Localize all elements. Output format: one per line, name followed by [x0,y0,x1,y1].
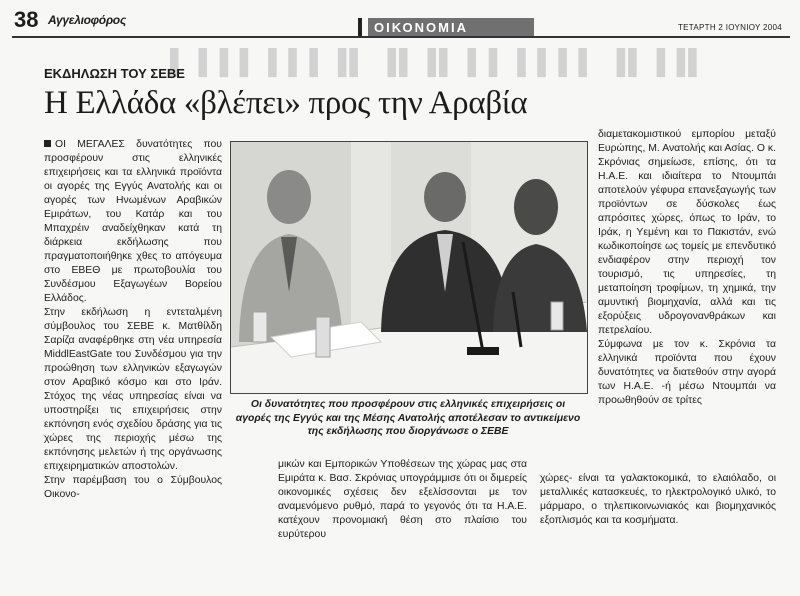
paragraph: ΟΙ ΜΕΓΑΛΕΣ δυνατότητες που προσφέρουν στις ελληνικές επιχειρήσεις και τα ελληνικά προϊόντα οι αγορές της Εγγύς Ανατολής και οι αγορές των Ηνωμένων Αραβικών Εμιράτων, του Κατάρ και του Μπαχρέιν αναδείχθηκαν κατά τη διάρκεια εκδήλωσης που πραγματοποιήθηκε χθες το απόγευμα στο ΕΒΕΘ με πρωτοβουλία του Συνδέσμου Εξαγωγέων Βορείου Ελλάδος. [44,139,222,304]
article-headline: Η Ελλάδα «βλέπει» προς την Αραβία [44,85,528,121]
section-marker [358,18,362,38]
photo-caption: Οι δυνατότητες που προσφέρουν στις ελληνικές επιχειρήσεις οι αγορές της Εγγύς και της Μέσης Ανατολής αποτέλεσαν το αντικείμενο της εκδήλωσης που διοργάνωσε ο ΣΕΒΕ [235,399,581,437]
header-rule [12,36,790,38]
bullet-square-icon [44,140,51,147]
newspaper-name: Αγγελιοφόρος [48,13,126,27]
article-column-2 [278,458,527,542]
issue-date: ΤΕΤΑΡΤΗ 2 ΙΟΥΝΙΟΥ 2004 [677,23,782,32]
press-conference-photo-illustration [231,142,587,393]
paragraph: Στην παρέμβαση του ο Σύμβουλος Οικονο- [44,475,222,500]
page-number: 38 [14,7,39,32]
section-label: ΟΙΚΟΝΟΜΙΑ [368,18,534,37]
article-kicker: ΕΚΔΗΛΩΣΗ ΤΟΥ ΣΕΒΕ [44,66,185,81]
show-through-ghost: ▌▐ ▌▌▐▐ ▌▐▌ ▐▌▐▌▐ ▌▐▐ ▌▌ ▐▌▐▐▌ [170,49,709,76]
paragraph: χώρες- είναι τα γαλακτοκομικά, το ελαιόλαδο, οι μεταλλικές κατασκευές, το ηλεκτρολογικό υλικό, το μάρμαρο, ο τηλεπικοινωνιακός και βιομηχανικός εξοπλισμός και τα κοσμήματα. [540,473,776,526]
article-column-1 [44,138,222,502]
article-photo [230,141,588,394]
paragraph: Σύμφωνα με τον κ. Σκρόνια τα ελληνικά προϊόντα που έχουν δυνατότητες να διατεθούν στην αγορά των Η.Α.Ε. -ή μέσω Ντουμπάι να προωθηθούν σε τρίτες [598,339,776,406]
article-column-3 [598,128,776,408]
paragraph: Στην εκδήλωση η εντεταλμένη σύμβουλος του ΣΕΒΕ κ. Ματθίλδη Σαρίζα αναφέρθηκε στη νέα υπηρεσία MiddlEastGate του Συνδέσμου για την προώθηση των ελληνικών εξαγωγών στον Αραβικό κόσμο και στο Ιράν. Στόχος της νέας υπηρεσίας είναι να υποστηρίξει τις επιχειρήσεις στην εκπόνηση ενός σχεδίου δράσης για τις χώρες της περιοχής μέσω της εκπόνησης μελετών ή της οργάνωσης επιχειρηματικών αποστολών. [44,307,222,472]
article-column-4 [540,472,776,528]
paragraph: διαμετακομιστικού εμπορίου μεταξύ Ευρώπης, Μ. Ανατολής και Ασίας. Ο κ. Σκρόνιας σημείωσε, επίσης, ότι τα Η.Α.Ε. και ιδιαίτερα το Ντουμπάι αποτελούν γέφυρα επανεξαγωγής των προϊόντων σε δύσκολες έως απρόσιτες χώρες, όπως το Ιράν, το Ιράκ, η Υεμένη και το Πακιστάν, ενώ κωδικοποίησε ως τομείς με επενδυτικό ενδιαφέρον στην περιοχή τον τουρισμό, τις υπηρεσίες, τη μεταποίηση τροφίμων, τη χημικά, την αμυντική βιομηχανία, αλλά και τις εξορύξεις υδρογονανθράκων και πετρελαίου. [598,129,776,336]
paragraph: μικών και Εμπορικών Υποθέσεων της χώρας μας στα Εμιράτα κ. Βασ. Σκρόνιας υπογράμμισε ότι οι διμερείς οικονομικές σχέσεις δεν εξελίσσονται με τον αναμενόμενο ρυθμό, παρά το γεγονός ότι τα Η.Α.Ε. κατέχουν προνομιακή θέση στο πλαίσιο του ευρύτερου [278,459,527,540]
